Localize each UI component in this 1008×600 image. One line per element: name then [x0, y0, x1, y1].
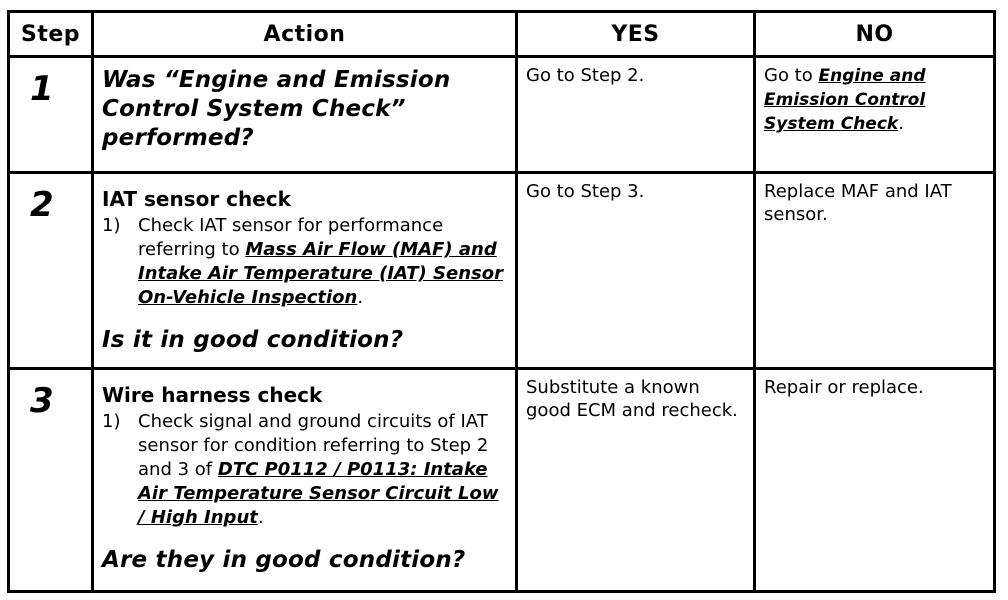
action-cell: [93, 369, 517, 592]
no-cell: [755, 369, 995, 592]
yes-text: Go to Step 2.: [526, 65, 645, 86]
action-title: IAT sensor check: [102, 187, 291, 211]
action-cell: [93, 173, 517, 369]
yes-text: Go to Step 3.: [526, 181, 645, 202]
step-cell: [9, 57, 93, 173]
step-number: 3: [30, 381, 54, 421]
step-cell: [9, 173, 93, 369]
no-text: Repair or replace.: [764, 377, 924, 398]
diagnostic-table: [7, 10, 996, 593]
no-prefix: Go to: [764, 65, 819, 86]
action-cell: [93, 57, 517, 173]
no-cell: [755, 173, 995, 369]
no-text: [756, 58, 993, 136]
substep: [102, 214, 507, 310]
header-step: Step: [9, 12, 93, 57]
step-cell: [9, 369, 93, 592]
question-text: Was “Engine and Emission Control System Check” performed?: [102, 67, 451, 151]
step-number: 1: [30, 69, 54, 109]
yes-cell: [517, 173, 755, 369]
action-title: Wire harness check: [102, 383, 323, 407]
substep-body: [138, 410, 507, 530]
table-header-row: [9, 12, 995, 57]
question-text: Is it in good condition?: [102, 327, 404, 353]
substep-suffix: .: [357, 287, 364, 308]
engine-emission-check-link[interactable]: Engine and Emission Control System Check: [764, 66, 926, 134]
yes-cell: [517, 57, 755, 173]
substep-suffix: .: [257, 507, 264, 528]
substep-text: Check IAT sensor for performance referring to: [138, 215, 444, 260]
substep-number: 1): [102, 411, 121, 432]
no-suffix: .: [898, 113, 904, 134]
yes-text: Substitute a known good ECM and recheck.: [526, 377, 738, 421]
maf-iat-inspection-link[interactable]: Mass Air Flow (MAF) and Intake Air Temperature (IAT) Sensor On-Vehicle Inspection: [138, 239, 503, 308]
header-yes: YES: [517, 12, 755, 57]
header-action: Action: [93, 12, 517, 57]
yes-cell: [517, 369, 755, 592]
question-text: Are they in good condition?: [102, 547, 466, 573]
substep: [102, 410, 507, 530]
table-row: [9, 57, 995, 173]
substep-body: [138, 214, 507, 310]
table-row: [9, 369, 995, 592]
dtc-p0112-p0113-link[interactable]: DTC P0112 / P0113: Intake Air Temperature Sensor Circuit Low / High Input: [138, 459, 499, 528]
table-row: [9, 173, 995, 369]
substep-text: Check signal and ground circuits of IAT sensor for condition referring to Step 2 and 3 of: [138, 411, 489, 480]
header-no: NO: [755, 12, 995, 57]
no-text: Replace MAF and IAT sensor.: [764, 181, 952, 225]
step-number: 2: [30, 185, 54, 225]
substep-number: 1): [102, 215, 121, 236]
no-cell: [755, 57, 995, 173]
